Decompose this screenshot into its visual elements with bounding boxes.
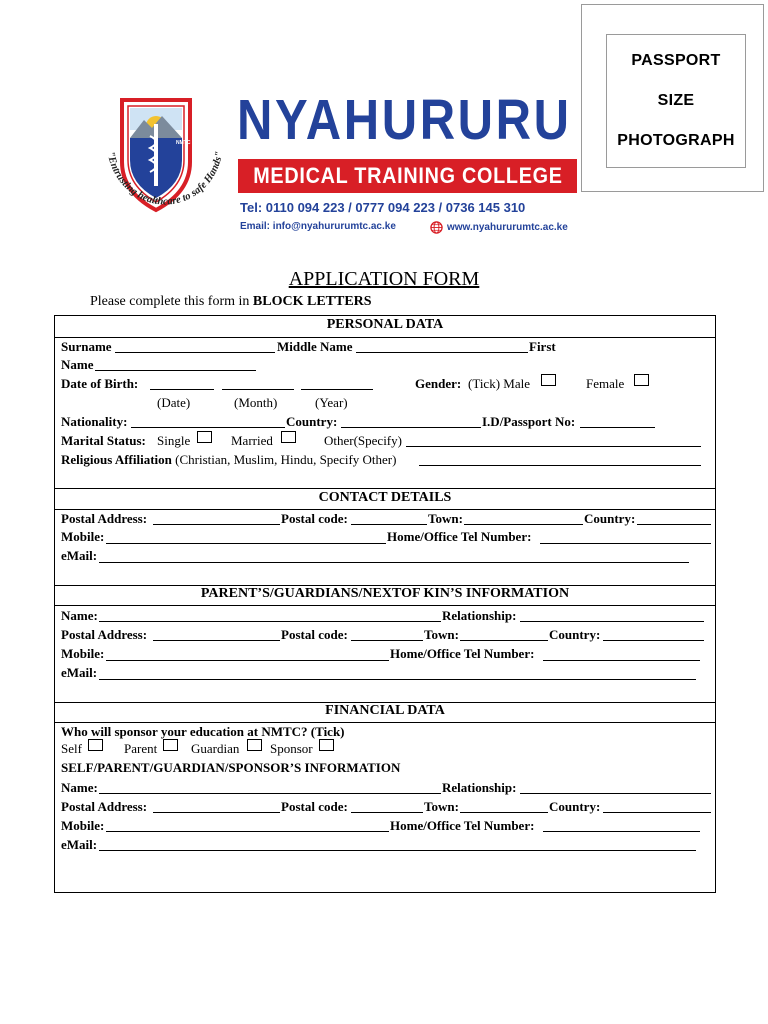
form-title: APPLICATION FORM [288,268,480,290]
college-website [430,221,568,234]
divider [54,488,716,489]
nationality-label: Nationality: [61,414,128,429]
surname-field[interactable] [115,352,275,353]
country-label: Country: [286,414,338,429]
gender-label: Gender: [415,376,462,391]
crest-text: NMTC [176,140,191,146]
month-hint: (Month) [234,395,278,410]
guardian-town-label: Town: [424,627,459,642]
divider [54,722,716,723]
sponsor-postal-code-label: Postal code: [281,799,348,814]
instruction-text: Please complete this form in [90,294,253,309]
sponsor-name-label: Name: [61,780,98,795]
guardian-postal-address-label: Postal Address: [61,627,148,642]
nationality-field[interactable] [131,427,285,428]
country-field[interactable] [637,524,711,525]
parent-label: Parent [124,741,158,756]
sponsor-relationship-label: Relationship: [442,780,517,795]
sponsor-name-field[interactable] [99,793,441,794]
college-crest-logo [100,92,230,242]
guardian-relationship-label: Relationship: [442,608,517,623]
parent-checkbox[interactable] [163,739,178,751]
motto-text: "Entrusting healthcare to safe Hands" [104,150,226,208]
college-email: Email: info@nyahururumtc.ac.ke [240,221,396,232]
sponsor-postal-address-label: Postal Address: [61,799,148,814]
passport-label: PASSPORT [631,52,721,69]
sponsor-mobile-label: Mobile: [61,818,105,833]
college-name: NYAHURURU [237,88,572,152]
globe-icon [430,221,443,234]
photograph-label: PHOTOGRAPH [617,132,735,149]
postal-code-label: Postal code: [281,511,348,526]
sponsor-info-heading: SELF/PARENT/GUARDIAN/SPONSOR’S INFORMATION [61,760,401,775]
email-field[interactable] [99,562,689,563]
single-checkbox[interactable] [197,431,212,443]
middle-name-label: Middle Name [277,339,353,354]
instruction-emphasis: BLOCK LETTERS [252,294,372,309]
guardian-country-field[interactable] [603,640,704,641]
personal-data-heading: PERSONAL DATA [326,317,444,332]
home-tel-field[interactable] [540,543,711,544]
sponsor-email-label: eMail: [61,837,98,852]
sponsor-postal-code-field[interactable] [351,812,423,813]
surname-label: Surname [61,339,112,354]
sponsor-email-field[interactable] [99,850,696,851]
guardian-email-label: eMail: [61,665,98,680]
guardian-name-field[interactable] [99,621,441,622]
guardian-relationship-field[interactable] [520,621,704,622]
first-name-label-cont: Name [61,357,94,372]
mobile-field[interactable] [106,543,386,544]
religion-field[interactable] [419,465,701,466]
guardian-home-tel-field[interactable] [543,660,700,661]
college-phone: Tel: 0110 094 223 / 0777 094 223 / 0736 145 310 [240,200,526,215]
sponsor-postal-address-field[interactable] [153,812,280,813]
home-tel-label: Home/Office Tel Number: [387,529,532,544]
sponsor-mobile-field[interactable] [106,831,389,832]
male-checkbox[interactable] [541,374,556,386]
sponsor-home-tel-label: Home/Office Tel Number: [390,818,535,833]
size-label: SIZE [657,92,695,109]
postal-code-field[interactable] [351,524,427,525]
financial-data-heading: FINANCIAL DATA [325,703,445,718]
divider [54,509,716,510]
guardian-name-label: Name: [61,608,98,623]
first-name-field[interactable] [95,370,256,371]
contact-details-heading: CONTACT DETAILS [318,490,452,505]
self-label: Self [61,741,82,756]
college-subtitle-bar [238,159,577,193]
sponsor-country-field[interactable] [603,812,711,813]
guardian-mobile-field[interactable] [106,660,389,661]
dob-month-field[interactable] [222,389,294,390]
application-form-table [54,315,716,893]
single-label: Single [157,433,191,448]
sponsor-country-label: Country: [549,799,601,814]
guardian-mobile-label: Mobile: [61,646,105,661]
country-label: Country: [584,511,636,526]
college-subtitle: MEDICAL TRAINING COLLEGE [252,163,563,188]
postal-address-label: Postal Address: [61,511,148,526]
sponsor-town-label: Town: [424,799,459,814]
self-checkbox[interactable] [88,739,103,751]
country-field[interactable] [341,427,481,428]
married-label: Married [231,433,273,448]
female-label: Female [586,376,625,391]
town-label: Town: [428,511,463,526]
id-passport-field[interactable] [580,427,655,428]
middle-name-field[interactable] [356,352,528,353]
marital-status-label: Marital Status: [61,433,146,448]
guardian-checkbox[interactable] [247,739,262,751]
sponsor-label: Sponsor [270,741,313,756]
other-marital-field[interactable] [406,446,701,447]
divider [54,605,716,606]
religion-label: Religious Affiliation (Christian, Muslim, Hindu, Specify Other) [61,452,397,467]
dob-date-field[interactable] [150,389,214,390]
passport-photo-frame [606,34,746,168]
form-instruction [90,294,372,310]
id-passport-label: I.D/Passport No: [482,414,576,429]
date-hint: (Date) [157,395,191,410]
guardian-email-field[interactable] [99,679,696,680]
male-label: (Tick) Male [468,376,530,391]
dob-year-field[interactable] [301,389,373,390]
sponsor-checkbox[interactable] [319,739,334,751]
guardian-postal-code-label: Postal code: [281,627,348,642]
email-label: eMail: [61,548,98,563]
dob-label: Date of Birth: [61,376,139,391]
guardian-postal-address-field[interactable] [153,640,280,641]
website-text: www.nyahururumtc.ac.ke [447,222,568,233]
town-field[interactable] [464,524,583,525]
sponsor-relationship-field[interactable] [520,793,711,794]
married-checkbox[interactable] [281,431,296,443]
guardian-heading: PARENT’S/GUARDIANS/NEXTOF KIN’S INFORMATION [200,586,570,601]
guardian-option-label: Guardian [191,741,240,756]
sponsor-town-field[interactable] [460,812,548,813]
female-checkbox[interactable] [634,374,649,386]
guardian-town-field[interactable] [460,640,548,641]
guardian-postal-code-field[interactable] [351,640,423,641]
mobile-label: Mobile: [61,529,105,544]
guardian-country-label: Country: [549,627,601,642]
sponsor-question: Who will sponsor your education at NMTC? (Tick) [61,724,345,739]
passport-photo-box [581,4,764,192]
divider [54,337,716,338]
year-hint: (Year) [315,395,348,410]
other-label: Other(Specify) [324,433,402,448]
postal-address-field[interactable] [153,524,280,525]
sponsor-home-tel-field[interactable] [543,831,700,832]
guardian-home-tel-label: Home/Office Tel Number: [390,646,535,661]
first-name-label: First [529,339,556,354]
